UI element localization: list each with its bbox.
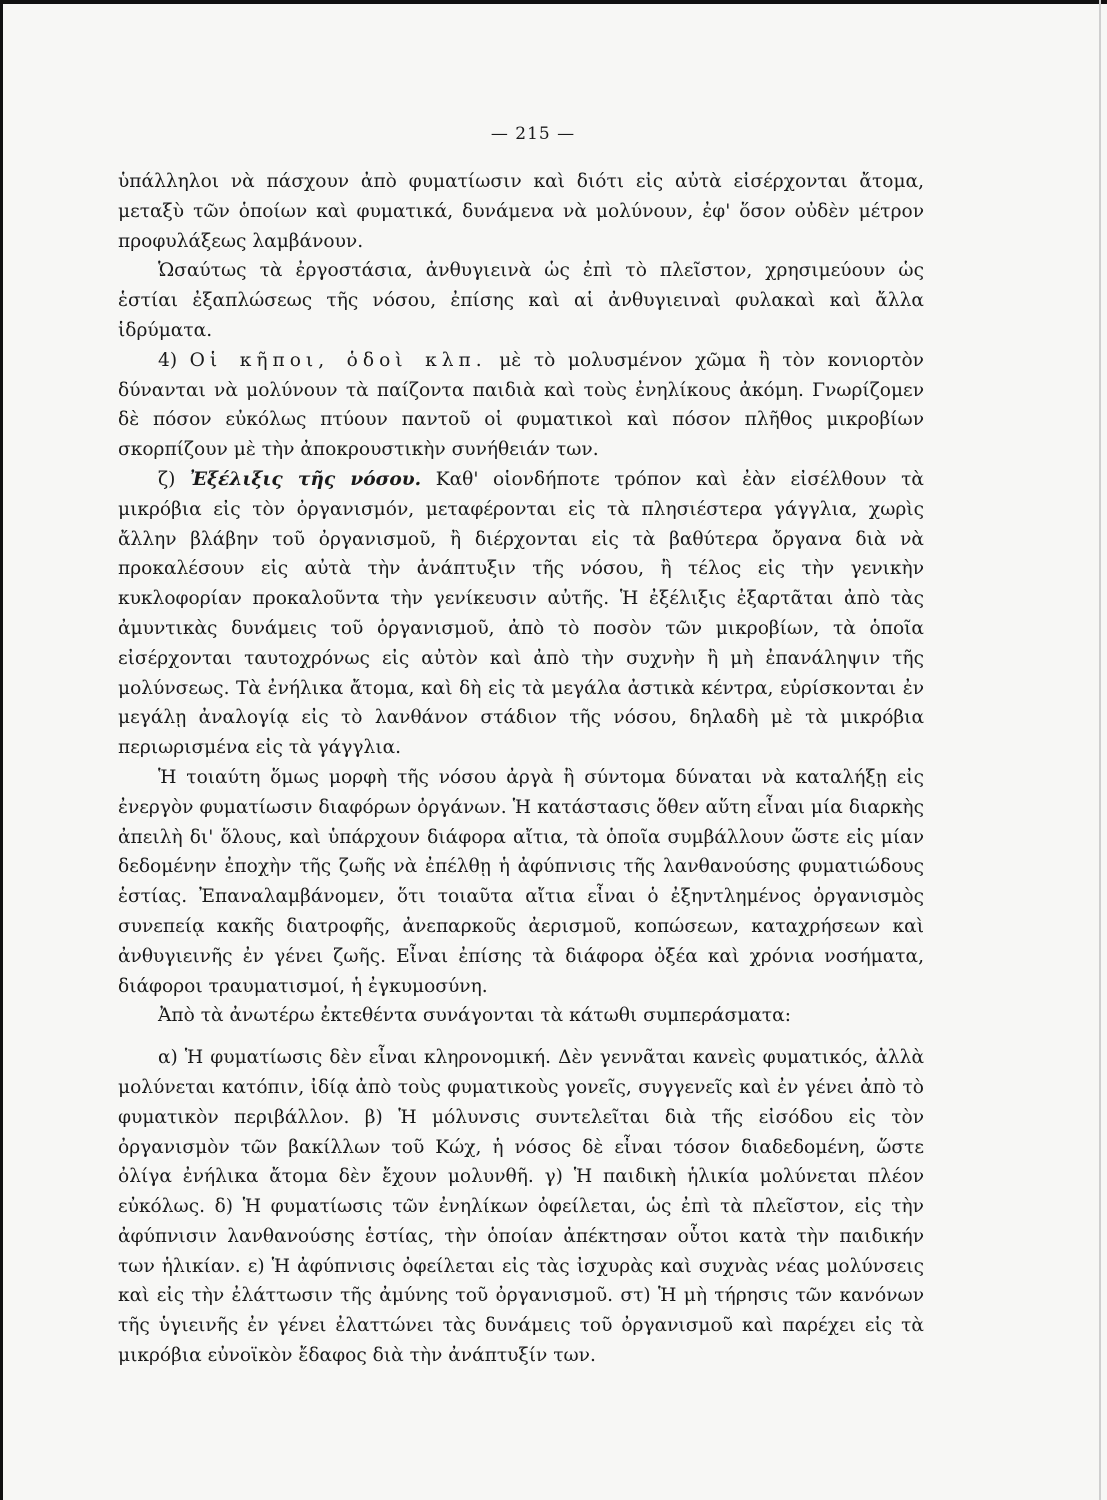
paragraph-5: Ἡ τοιαύτη ὅμως μορφὴ τῆς νόσου ἀργὰ ἢ σύντομα δύναται νὰ καταλήξῃ εἰς ἐνεργὸν φυματίωσιν διαφόρων ὀργάνων. Ἡ κατάστασις ὅθεν αὕτη εἶναι μία διαρκὴς ἀπειλὴ δι' ὅλους, καὶ ὑπάρχουν διάφορα αἴτια, τὰ ὁποῖα συμβάλλουν ὥστε εἰς μίαν δεδομένην ἐποχὴν τῆς ζωῆς νὰ ἐπέλθῃ ἡ ἀφύπνισις τῆς λανθανούσης φυματιώδους ἑστίας. Ἐπαναλαμβάνομεν, ὅτι τοιαῦτα αἴτια εἶναι ὁ ἐξηντλημένος ὀργανισμὸς συνεπείᾳ κακῆς διατροφῆς, ἀνεπαρκοῦς ἀερισμοῦ, κοπώσεων, καταχρήσεων καὶ ἀνθυγιεινῆς ἐν γένει ζωῆς. Εἶναι ἐπίσης τὰ διάφορα ὀξέα καὶ χρόνια νοσήματα, διάφοροι τραυματισμοί, ἡ ἐγκυμοσύνη. — [118, 766, 924, 997]
page-number: — 215 — — [490, 124, 576, 144]
paragraph-7: α) Ἡ φυματίωσις δὲν εἶναι κληρονομική. Δὲν γεννᾶται κανεὶς φυματικός, ἀλλὰ μολύνεται κατόπιν, ἰδίᾳ ἀπὸ τοὺς φυματικοὺς γονεῖς, συγγενεῖς καὶ ἐν γένει ἀπὸ τὸ φυματικὸν περιβάλλον. β) Ἡ μόλυνσις συντελεῖται διὰ τῆς εἰσόδου εἰς τὸν ὀργανισμὸν τῶν βακίλλων τοῦ Κώχ, ἡ νόσος δὲ εἶναι τόσον διαδεδομένη, ὥστε ὀλίγα ἐνήλικα ἄτομα δὲν ἔχουν μολυνθῆ. γ) Ἡ παιδικὴ ἡλικία μολύνεται πλέον εὐκόλως. δ) Ἡ φυματίωσις τῶν ἐνηλίκων ὀφείλεται, ὡς ἐπὶ τὰ πλεῖστον, εἰς τὴν ἀφύπνισιν λανθανούσης ἑστίας, τὴν ὁποίαν ἀπέκτησαν οὗτοι κατὰ τὴν παιδικήν των ἡλικίαν. ε) Ἡ ἀφύπνισις ὀφείλεται εἰς τὰς ἰσχυρὰς καὶ συχνὰς νέας μολύνσεις καὶ εἰς τὴν ἐλάττωσιν τῆς ἀμύνης τοῦ ὀργανισμοῦ. στ) Ἡ μὴ τήρησις τῶν κανόνων τῆς ὑγιεινῆς ἐν γένει ἐλαττώνει τὰς δυνάμεις τοῦ ὀργανισμοῦ καὶ παρέχει εἰς τὰ μικρόβια εὐνοϊκὸν ἔδαφος διὰ τὴν ἀνάπτυξίν των. — [118, 1047, 924, 1367]
book-page — [118, 124, 924, 1371]
paragraph-3 — [118, 346, 924, 465]
paragraph-3-text: μὲ τὸ μολυσμένον χῶμα ἢ τὸν κονιορτὸν δύνανται νὰ μολύνουν τὰ παίζοντα παιδιὰ καὶ τοὺς ἐνηλίκους ἀκόμη. Γνωρίζομεν δὲ πόσον εὐκόλως πτύουν παντοῦ οἱ φυματικοὶ καὶ πόσον πλῆθος μικροβίων σκορπίζουν μὲ τὴν ἀποκρουστικὴν συνήθειάν των. — [118, 349, 924, 461]
body-text — [118, 167, 924, 1371]
paragraph-4 — [118, 465, 924, 763]
paragraph-6: Ἀπὸ τὰ ἀνωτέρω ἐκτεθέντα συνάγονται τὰ κάτωθι συμπεράσματα: — [158, 1005, 791, 1027]
scan-edge-right — [1099, 0, 1101, 1500]
paragraph-3-label: 4) — [158, 349, 178, 371]
paragraph-3-spaced-heading: Οἱ κῆποι, ὁδοὶ κλπ. — [189, 349, 487, 371]
paragraph-4-text: Καθ' οἱονδήποτε τρόπον καὶ ἐὰν εἰσέλθουν τὰ μικρόβια εἰς τὸν ὀργανισμόν, μεταφέρονται εἰς τὰ πλησιέστερα γάγγλια, χωρὶς ἄλλην βλάβην τοῦ ὀργανισμοῦ, ἢ διέρχονται εἰς τὰ βαθύτερα ὄργανα διὰ νὰ προκαλέσουν εἰς αὐτὰ τὴν ἀνάπτυξιν τῆς νόσου, ἢ τέλος εἰς τὴν γενικὴν κυκλοφορίαν προκαλοῦντα τὴν γενίκευσιν αὐτῆς. Ἡ ἐξέλιξις ἐξαρτᾶται ἀπὸ τὰς ἀμυντικὰς δυνάμεις τοῦ ὀργανισμοῦ, ἀπὸ τὸ ποσὸν τῶν μικροβίων, τὰ ὁποῖα εἰσέρχονται ταυτοχρόνως εἰς αὐτὸν καὶ ἀπὸ τὴν συχνὴν ἢ μὴ ἐπανάληψιν τῆς μολύνσεως. Τὰ ἐνήλικα ἄτομα, καὶ δὴ εἰς τὰ μεγάλα ἀστικὰ κέντρα, εὑρίσκονται ἐν μεγάλῃ ἀναλογίᾳ εἰς τὸ λανθάνον στάδιον τῆς νόσου, δηλαδὴ μὲ τὰ μικρόβια περιωρισμένα εἰς τὰ γάγγλια. — [118, 468, 924, 759]
paragraph-2: Ὡσαύτως τὰ ἐργοστάσια, ἀνθυγιεινὰ ὡς ἐπὶ τὸ πλεῖστον, χρησιμεύουν ὡς ἑστίαι ἐξαπλώσεως τῆς νόσου, ἐπίσης καὶ αἱ ἀνθυγιειναὶ φυλακαὶ καὶ ἄλλα ἱδρύματα. — [118, 260, 924, 341]
paragraph-1: ὑπάλληλοι νὰ πάσχουν ἀπὸ φυματίωσιν καὶ διότι εἰς αὐτὰ εἰσέρχονται ἄτομα, μεταξὺ τῶν ὁποίων καὶ φυματικά, δυνάμενα νὰ μολύνουν, ἐφ' ὅσον οὐδὲν μέτρον προφυλάξεως λαμβάνουν. — [118, 171, 924, 252]
section-heading: Ἐξέλιξις τῆς νόσου. — [189, 468, 422, 490]
scan-edge-left — [0, 0, 3, 1500]
paragraph-4-label: ζ) — [158, 468, 176, 490]
scan-edge-top — [0, 0, 1107, 4]
